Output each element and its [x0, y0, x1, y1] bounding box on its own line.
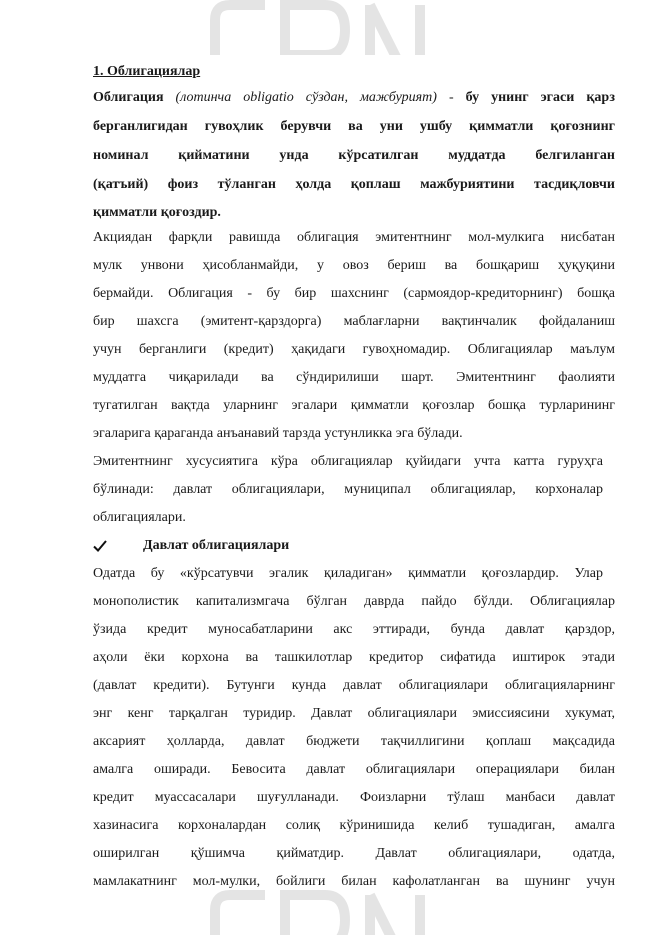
paragraph-line: Одатда бу «кўрсатувчи эгалик қиладиган» қимматли қоғозлардир. Улар — [93, 566, 603, 581]
paragraph-line: (давлат кредити). Бутунги кунда давлат облигациялари облигацияларнинг — [93, 678, 615, 693]
paragraph-line: монополистик капитализмгача бўлган даврда пайдо бўлди. Облигациялар — [93, 594, 615, 609]
paragraph-line: муддатга чиқарилади ва сўндирилиши шарт. Эмитентнинг фаолияти — [93, 370, 615, 385]
paragraph-line: оширилган қўшимча қийматдир. Давлат облигациялари, одатда, — [93, 846, 615, 861]
definition-bold-line: қимматли қоғоздир. — [93, 205, 221, 220]
checkmark-icon — [93, 539, 107, 553]
paragraph-line: учун берганлиги (кредит) ҳақидаги гувоҳномадир. Облигациялар маълум — [93, 342, 615, 357]
paragraph-line: хазинасига корхоналардан солиқ кўринишида келиб тушадиган, амалга — [93, 818, 615, 833]
definition-bold-line: (қатъий) фоиз тўланган ҳолда қоплаш мажбуриятини тасдиқловчи — [93, 177, 615, 192]
paragraph-line: бермайди. Облигация - бу бир шахснинг (сармоядор-кредиторнинг) бошқа — [93, 286, 615, 301]
section-heading: 1. Облигациялар — [93, 64, 201, 79]
definition-first-line — [93, 88, 615, 108]
definition-bold-line: бу унинг эгаси қарз — [465, 90, 615, 105]
paragraph-line: бир шахсга (эмитент-қарздорга) маблағларни вақтинчалик фойдаланиш — [93, 314, 615, 329]
paragraph-line: мулк унвони ҳисобланмайди, у овоз бериш ва бошқариш ҳуқуқини — [93, 258, 615, 273]
paragraph-line: тугатилган вақтда уларнинг эгалари қимматли қоғозлар бошқа турларининг — [93, 398, 615, 413]
definition-etymology: (лотинча obligatio сўздан, мажбурият) - — [163, 90, 466, 105]
paragraph-line: бўлинади: давлат облигациялари, муниципал облигациялар, корхоналар — [93, 482, 603, 497]
paragraph-line: аҳоли ёки корхона ва ташкилотлар кредитор сифатида иштирок этади — [93, 650, 615, 665]
paragraph-line: энг кенг тарқалган туридир. Давлат облигациялари эмиссиясини хукумат, — [93, 706, 615, 721]
watermark-bottom — [205, 890, 455, 935]
paragraph-line: мамлакатнинг мол-мулки, бойлиги билан кафолатланган ва шунинг учун — [93, 874, 615, 889]
definition-bold-line: берганлигидан гувоҳлик берувчи ва уни ушбу қимматли қоғознинг — [93, 119, 615, 134]
checklist-item — [93, 536, 615, 556]
paragraph-line: Акциядан фарқли равишда облигация эмитентнинг мол-мулкига нисбатан — [93, 230, 615, 245]
paragraph-line: амалга оширади. Бевосита давлат облигациялари операциялари билан — [93, 762, 615, 777]
paragraph-line: кредит муассасалари шуғулланади. Фоизларни тўлаш манбаси давлат — [93, 790, 615, 805]
watermark-top — [205, 0, 455, 55]
definition-term: Облигация — [93, 90, 164, 105]
paragraph-line: аксарият ҳолларда, давлат бюджети тақчиллигини қоплаш мақсадида — [93, 734, 615, 749]
definition-bold-line: номинал қийматини унда кўрсатилган муддатда белгиланган — [93, 148, 615, 163]
paragraph-line: облигациялари. — [93, 510, 186, 525]
paragraph-line: эгаларига қараганда анъанавий тарзда устунликка эга бўлади. — [93, 426, 463, 441]
paragraph-line: Эмитентнинг хусусиятига кўра облигациялар қуйидаги учта катта гуруҳга — [93, 454, 603, 469]
paragraph-line: ўзида кредит муносабатларини акс эттиради, бунда давлат қарздор, — [93, 622, 615, 637]
checklist-label: Давлат облигациялари — [143, 538, 290, 553]
